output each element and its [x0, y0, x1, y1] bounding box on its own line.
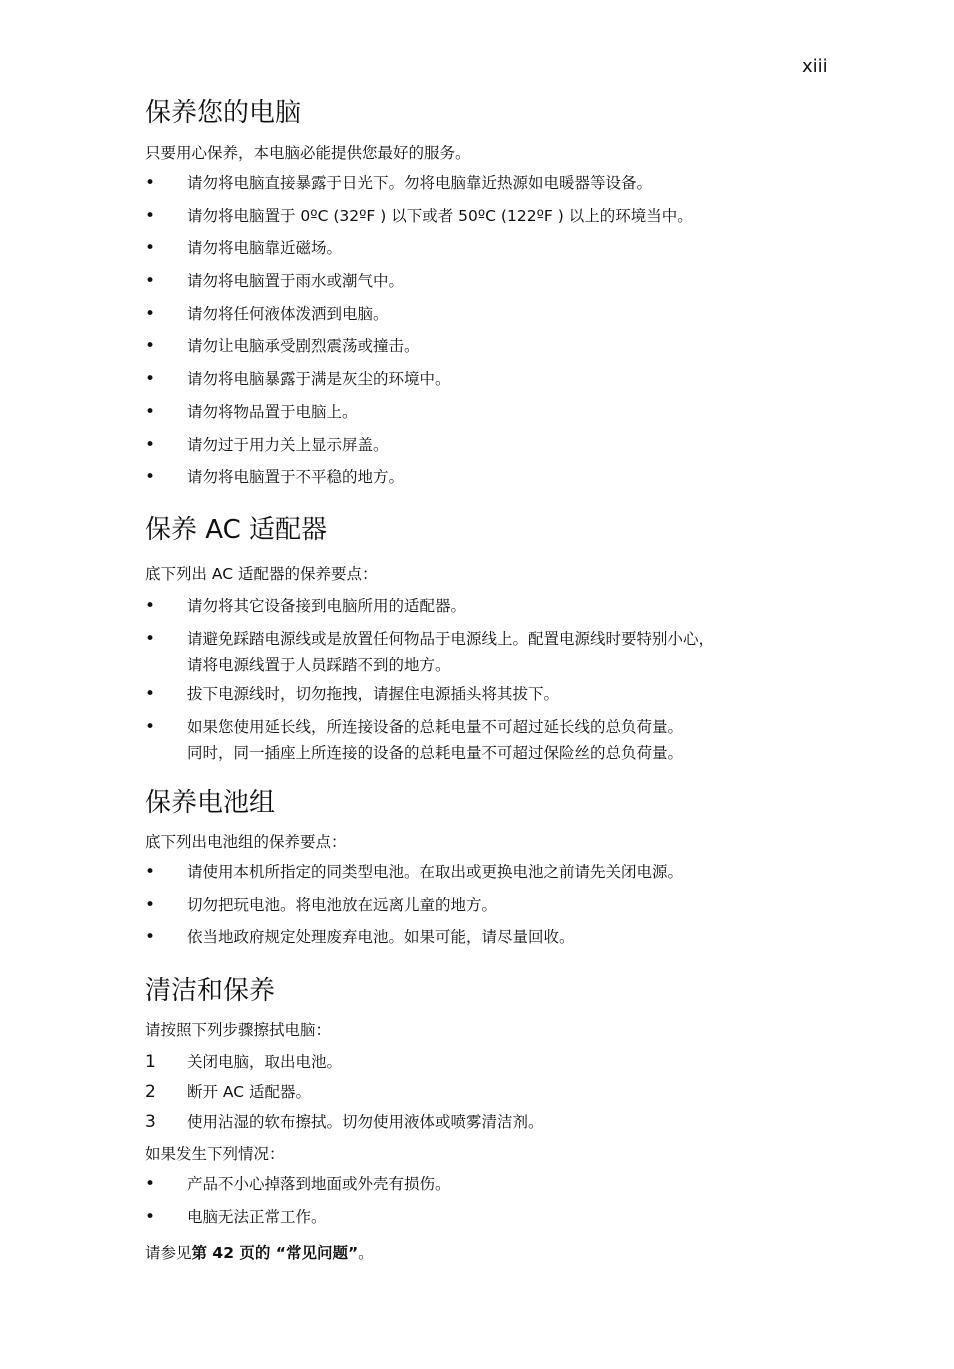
bullet-icon: • — [145, 238, 156, 258]
bullet-icon: • — [145, 271, 156, 291]
page-number: xiii — [802, 56, 828, 77]
conditions-intro: 如果发生下列情况： — [145, 1145, 285, 1163]
bullet-icon: • — [145, 336, 156, 356]
bullet-icon: • — [145, 895, 156, 915]
bullet-icon: • — [145, 369, 156, 389]
section-heading-cleaning: 清洁和保养 — [145, 976, 276, 1006]
step-number: 3 — [145, 1112, 156, 1132]
bullet-icon: • — [145, 862, 156, 882]
bullet-icon: • — [145, 1207, 156, 1227]
bullet-icon: • — [145, 717, 156, 737]
bullet-icon: • — [145, 173, 156, 193]
section-heading-ac-adapter-care: 保养 AC 适配器 — [145, 515, 328, 545]
section-heading-battery-care: 保养电池组 — [145, 788, 276, 818]
section-heading-computer-care: 保养您的电脑 — [145, 98, 302, 128]
step-number: 2 — [145, 1082, 156, 1102]
section-intro: 底下列出电池组的保养要点： — [145, 833, 347, 851]
bullet-icon: • — [145, 629, 156, 649]
bullet-icon: • — [145, 1174, 156, 1194]
bullet-icon: • — [145, 927, 156, 947]
faq-reference-link[interactable]: 第 42 页的 “常见问题” — [191, 1244, 359, 1262]
step-number: 1 — [145, 1052, 156, 1072]
section-intro: 底下列出 AC 适配器的保养要点： — [145, 565, 378, 583]
bullet-icon: • — [145, 402, 156, 422]
see-also: 请参见第 42 页的 “常见问题”。 — [145, 1244, 374, 1262]
section-intro: 请按照下列步骤擦拭电脑： — [145, 1021, 332, 1039]
bullet-icon: • — [145, 684, 156, 704]
bullet-icon: • — [145, 304, 156, 324]
section-intro: 只要用心保养，本电脑必能提供您最好的服务。 — [145, 144, 471, 162]
bullet-icon: • — [145, 435, 156, 455]
bullet-icon: • — [145, 467, 156, 487]
bullet-icon: • — [145, 596, 156, 616]
bullet-icon: • — [145, 206, 156, 226]
